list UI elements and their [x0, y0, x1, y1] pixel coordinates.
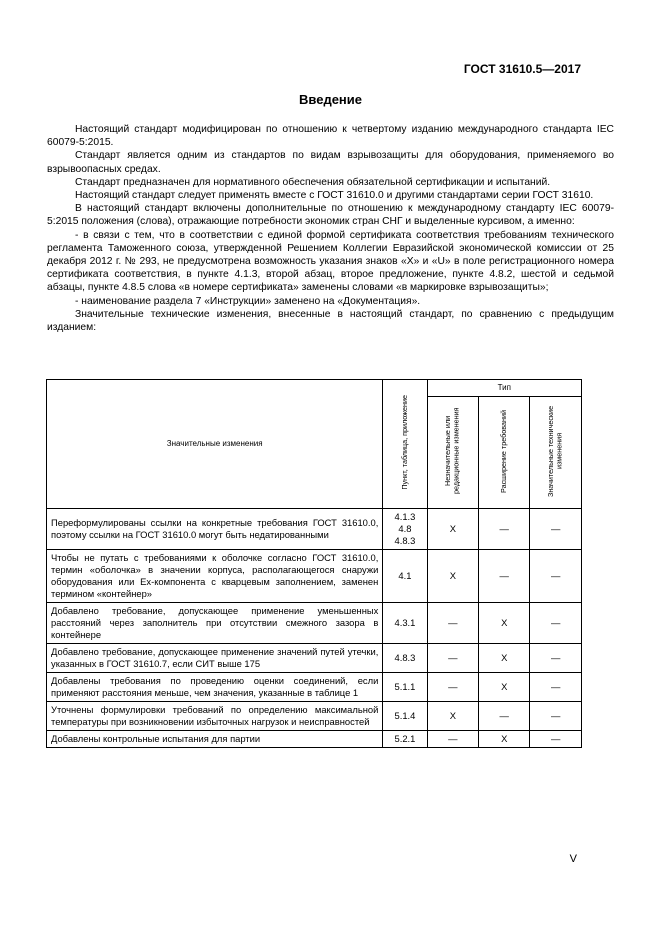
paragraph: - наименование раздела 7 «Инструкции» заменено на «Документация». [75, 295, 421, 307]
type-minor-mark: X [427, 701, 479, 730]
table-row [47, 549, 582, 602]
type-extension-mark: — [479, 701, 530, 730]
clause-ref: 5.2.1 [383, 730, 427, 747]
header-type: Тип [427, 380, 581, 397]
table-row [47, 701, 582, 730]
table-row [47, 643, 582, 672]
type-major-mark: — [530, 549, 582, 602]
type-major-mark: — [530, 643, 582, 672]
clause-ref: 4.1.3 4.8 4.8.3 [383, 508, 427, 549]
table-row [47, 602, 582, 643]
clause-ref: 4.1 [383, 549, 427, 602]
type-minor-mark: — [427, 730, 479, 747]
paragraph: Настоящий стандарт модифицирован по отношению к четвертому изданию международного стандарта IEC 60079-5:2015. [47, 124, 614, 149]
type-extension-mark: — [479, 549, 530, 602]
type-extension-mark: X [479, 672, 530, 701]
header-clause: Пункт, таблица, приложение [383, 380, 427, 509]
type-minor-mark: — [427, 672, 479, 701]
header-changes: Значительные изменения [47, 380, 383, 509]
table-header-row [47, 380, 582, 397]
type-minor-mark: X [427, 508, 479, 549]
clause-ref: 4.3.1 [383, 602, 427, 643]
changes-table [46, 379, 582, 748]
header-type-major: Значительные технические изменения [530, 397, 582, 509]
paragraph: Стандарт является одним из стандартов по видам взрывозащиты для оборудования, применяемого во взрывоопасных средах. [47, 150, 614, 175]
paragraph: - в связи с тем, что в соответствии с единой формой сертификата соответствия требованиям технического регламента Таможенного союза, утвержденной Решением Коллегии Евразийской экономической комиссии от 25 декабря 2012 г. № 293, не предусмотрена возможность указания знаков «Х» и «U» в поле регистрационного номера сертификата соответствия, в пункте 4.1.3, второй абзац, второе предложение, пункте 4.8.2, шестой и седьмой абзацы, пункте 4.8.5 слова «в номере сертификата» заменены словами «в маркировке взрывозащиты»; [47, 229, 614, 294]
change-description: Добавлены требования по проведению оценки соединений, если применяют расстояния меньше, чем значения, указанные в таблице 1 [47, 672, 383, 701]
type-minor-mark: — [427, 643, 479, 672]
change-description: Добавлено требование, допускающее применение уменьшенных расстояний через заполнитель при отсутствии смежного зазора в контейнере [47, 602, 383, 643]
type-minor-mark: X [427, 549, 479, 602]
header-type-minor: Незначительные или редакционные изменения [427, 397, 479, 509]
clause-ref: 5.1.1 [383, 672, 427, 701]
type-extension-mark: X [479, 602, 530, 643]
paragraph: Настоящий стандарт следует применять вместе с ГОСТ 31610.0 и другими стандартами серии ГОСТ 31610. [75, 190, 594, 202]
page-number: V [569, 853, 577, 865]
change-description: Уточнены формулировки требований по определению максимальной температуры при возникновении избыточных нагрузок и неисправностей [47, 701, 383, 730]
change-description: Добавлено требование, допускающее применение значений путей утечки, указанных в ГОСТ 31610.7, если СИТ выше 175 [47, 643, 383, 672]
header-type-extension: Расширение требований [479, 397, 530, 509]
type-major-mark: — [530, 672, 582, 701]
clause-ref: 4.8.3 [383, 643, 427, 672]
clause-ref: 5.1.4 [383, 701, 427, 730]
change-description: Чтобы не путать с требованиями к оболочке согласно ГОСТ 31610.0, термин «оболочка» в значении корпуса, располагающегося снаружи оборудования или Ex-компонента с кварцевым заполнением, заменен термином «контейнер» [47, 549, 383, 602]
type-extension-mark: X [479, 643, 530, 672]
type-major-mark: — [530, 508, 582, 549]
section-title: Введение [299, 92, 362, 107]
type-extension-mark: X [479, 730, 530, 747]
type-major-mark: — [530, 701, 582, 730]
table-row [47, 730, 582, 747]
change-description: Добавлены контрольные испытания для партии [47, 730, 383, 747]
document-id: ГОСТ 31610.5—2017 [463, 62, 581, 76]
type-extension-mark: — [479, 508, 530, 549]
type-major-mark: — [530, 730, 582, 747]
table-row [47, 508, 582, 549]
type-major-mark: — [530, 602, 582, 643]
introduction-text [47, 123, 614, 334]
paragraph: В настоящий стандарт включены дополнительные по отношению к международному стандарту IEC 60079-5:2015 положения (слова), отражающие потребности экономик стран СНГ и выделенные курсивом, а именно: [47, 203, 614, 228]
paragraph: Значительные технические изменения, внесенные в настоящий стандарт, по сравнению с предыдущим изданием: [47, 308, 614, 334]
paragraph: Стандарт предназначен для нормативного обеспечения обязательной сертификации и испытаний. [75, 176, 551, 188]
table-row [47, 672, 582, 701]
type-minor-mark: — [427, 602, 479, 643]
change-description: Переформулированы ссылки на конкретные требования ГОСТ 31610.0, поэтому ссылки на ГОСТ 31610.0 могут быть недатированными [47, 508, 383, 549]
